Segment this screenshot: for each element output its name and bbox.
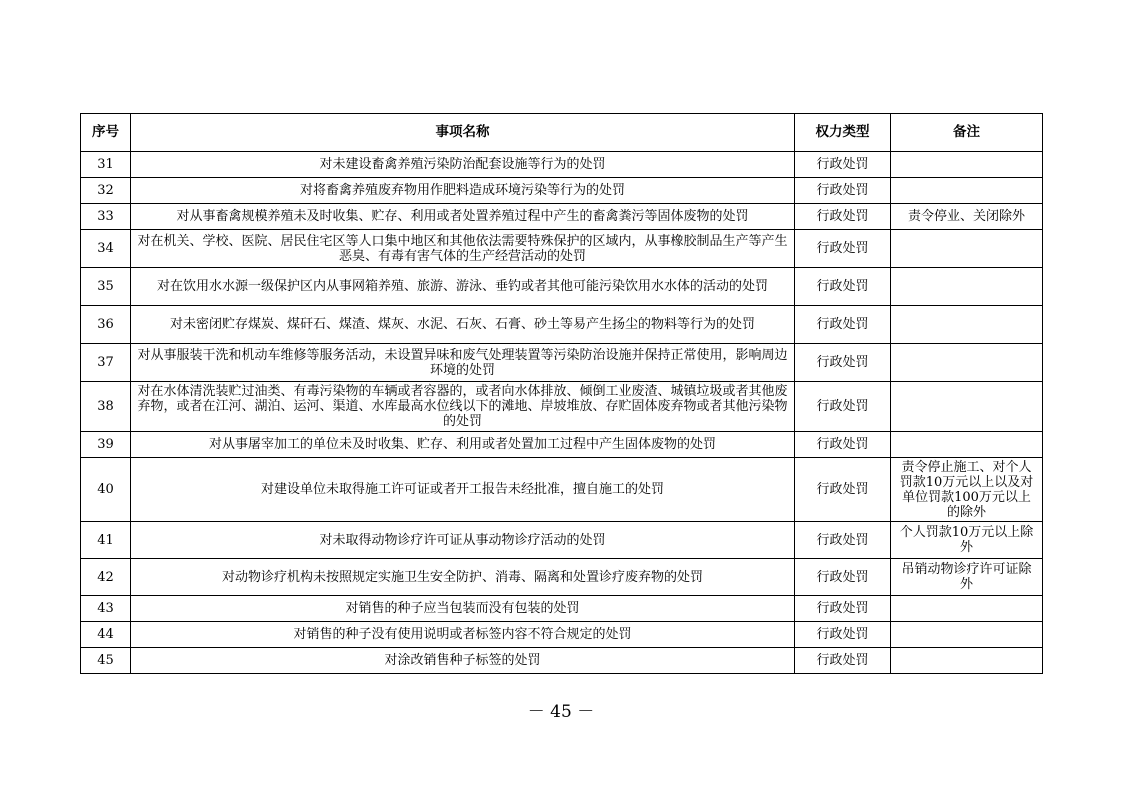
row-serial-number: 45	[81, 648, 131, 674]
table-row	[81, 559, 1043, 596]
table-header-row	[81, 114, 1043, 152]
row-remarks: 责令停业、关闭除外	[891, 204, 1043, 230]
row-item-name: 对在机关、学校、医院、居民住宅区等人口集中地区和其他依法需要特殊保护的区域内，从事橡胶制品生产等产生恶臭、有毒有害气体的生产经营活动的处罚	[131, 230, 795, 268]
row-remarks	[891, 268, 1043, 306]
row-remarks	[891, 382, 1043, 432]
header-power-type: 权力类型	[795, 114, 891, 152]
table-row	[81, 268, 1043, 306]
row-remarks: 吊销动物诊疗许可证除外	[891, 559, 1043, 596]
row-item-name: 对动物诊疗机构未按照规定实施卫生安全防护、消毒、隔离和处置诊疗废弃物的处罚	[131, 559, 795, 596]
row-item-name: 对销售的种子应当包装而没有包装的处罚	[131, 596, 795, 622]
row-serial-number: 37	[81, 344, 131, 382]
row-serial-number: 42	[81, 559, 131, 596]
row-serial-number: 41	[81, 522, 131, 559]
row-serial-number: 32	[81, 178, 131, 204]
table-row	[81, 648, 1043, 674]
row-item-name: 对将畜禽养殖废弃物用作肥料造成环境污染等行为的处罚	[131, 178, 795, 204]
row-power-type: 行政处罚	[795, 306, 891, 344]
row-power-type: 行政处罚	[795, 458, 891, 522]
row-serial-number: 44	[81, 622, 131, 648]
table-row	[81, 382, 1043, 432]
row-serial-number: 36	[81, 306, 131, 344]
row-power-type: 行政处罚	[795, 522, 891, 559]
row-power-type: 行政处罚	[795, 648, 891, 674]
row-item-name: 对未建设畜禽养殖污染防治配套设施等行为的处罚	[131, 152, 795, 178]
row-remarks	[891, 648, 1043, 674]
power-list-table	[80, 113, 1043, 674]
row-item-name: 对在水体清洗装贮过油类、有毒污染物的车辆或者容器的，或者向水体排放、倾倒工业废渣、城镇垃圾或者其他废弃物，或者在江河、湖泊、运河、渠道、水库最高水位线以下的滩地、岸坡堆放、存贮固体废弃物或者其他污染物的处罚	[131, 382, 795, 432]
row-item-name: 对从事服装干洗和机动车维修等服务活动，未设置异味和废气处理装置等污染防治设施并保持正常使用，影响周边环境的处罚	[131, 344, 795, 382]
row-remarks: 个人罚款10万元以上除外	[891, 522, 1043, 559]
row-item-name: 对未密闭贮存煤炭、煤矸石、煤渣、煤灰、水泥、石灰、石膏、砂土等易产生扬尘的物料等行为的处罚	[131, 306, 795, 344]
row-remarks	[891, 596, 1043, 622]
row-power-type: 行政处罚	[795, 432, 891, 458]
row-serial-number: 35	[81, 268, 131, 306]
table-row	[81, 344, 1043, 382]
row-power-type: 行政处罚	[795, 344, 891, 382]
row-power-type: 行政处罚	[795, 178, 891, 204]
row-power-type: 行政处罚	[795, 152, 891, 178]
row-remarks	[891, 622, 1043, 648]
row-power-type: 行政处罚	[795, 559, 891, 596]
row-serial-number: 39	[81, 432, 131, 458]
table-row	[81, 178, 1043, 204]
row-power-type: 行政处罚	[795, 230, 891, 268]
row-item-name: 对从事畜禽规模养殖未及时收集、贮存、利用或者处置养殖过程中产生的畜禽粪污等固体废物的处罚	[131, 204, 795, 230]
header-serial-number: 序号	[81, 114, 131, 152]
table-row	[81, 458, 1043, 522]
row-item-name: 对涂改销售种子标签的处罚	[131, 648, 795, 674]
table-row	[81, 306, 1043, 344]
row-power-type: 行政处罚	[795, 382, 891, 432]
row-power-type: 行政处罚	[795, 268, 891, 306]
row-serial-number: 40	[81, 458, 131, 522]
header-item-name: 事项名称	[131, 114, 795, 152]
row-serial-number: 34	[81, 230, 131, 268]
row-power-type: 行政处罚	[795, 596, 891, 622]
row-item-name: 对建设单位未取得施工许可证或者开工报告未经批准，擅自施工的处罚	[131, 458, 795, 522]
row-remarks	[891, 306, 1043, 344]
table-row	[81, 204, 1043, 230]
table-row	[81, 432, 1043, 458]
row-power-type: 行政处罚	[795, 204, 891, 230]
row-item-name: 对未取得动物诊疗许可证从事动物诊疗活动的处罚	[131, 522, 795, 559]
row-serial-number: 38	[81, 382, 131, 432]
row-item-name: 对销售的种子没有使用说明或者标签内容不符合规定的处罚	[131, 622, 795, 648]
row-item-name: 对从事屠宰加工的单位未及时收集、贮存、利用或者处置加工过程中产生固体废物的处罚	[131, 432, 795, 458]
row-serial-number: 33	[81, 204, 131, 230]
table-row	[81, 622, 1043, 648]
row-remarks	[891, 344, 1043, 382]
row-remarks	[891, 230, 1043, 268]
row-serial-number: 43	[81, 596, 131, 622]
header-remarks: 备注	[891, 114, 1043, 152]
table-row	[81, 522, 1043, 559]
page-number: － 45 －	[527, 702, 595, 722]
row-item-name: 对在饮用水水源一级保护区内从事网箱养殖、旅游、游泳、垂钓或者其他可能污染饮用水水体的活动的处罚	[131, 268, 795, 306]
row-remarks	[891, 432, 1043, 458]
row-serial-number: 31	[81, 152, 131, 178]
table-row	[81, 152, 1043, 178]
row-remarks	[891, 178, 1043, 204]
row-remarks: 责令停止施工、对个人罚款10万元以上以及对单位罚款100万元以上的除外	[891, 458, 1043, 522]
table-row	[81, 230, 1043, 268]
row-remarks	[891, 152, 1043, 178]
table-row	[81, 596, 1043, 622]
row-power-type: 行政处罚	[795, 622, 891, 648]
